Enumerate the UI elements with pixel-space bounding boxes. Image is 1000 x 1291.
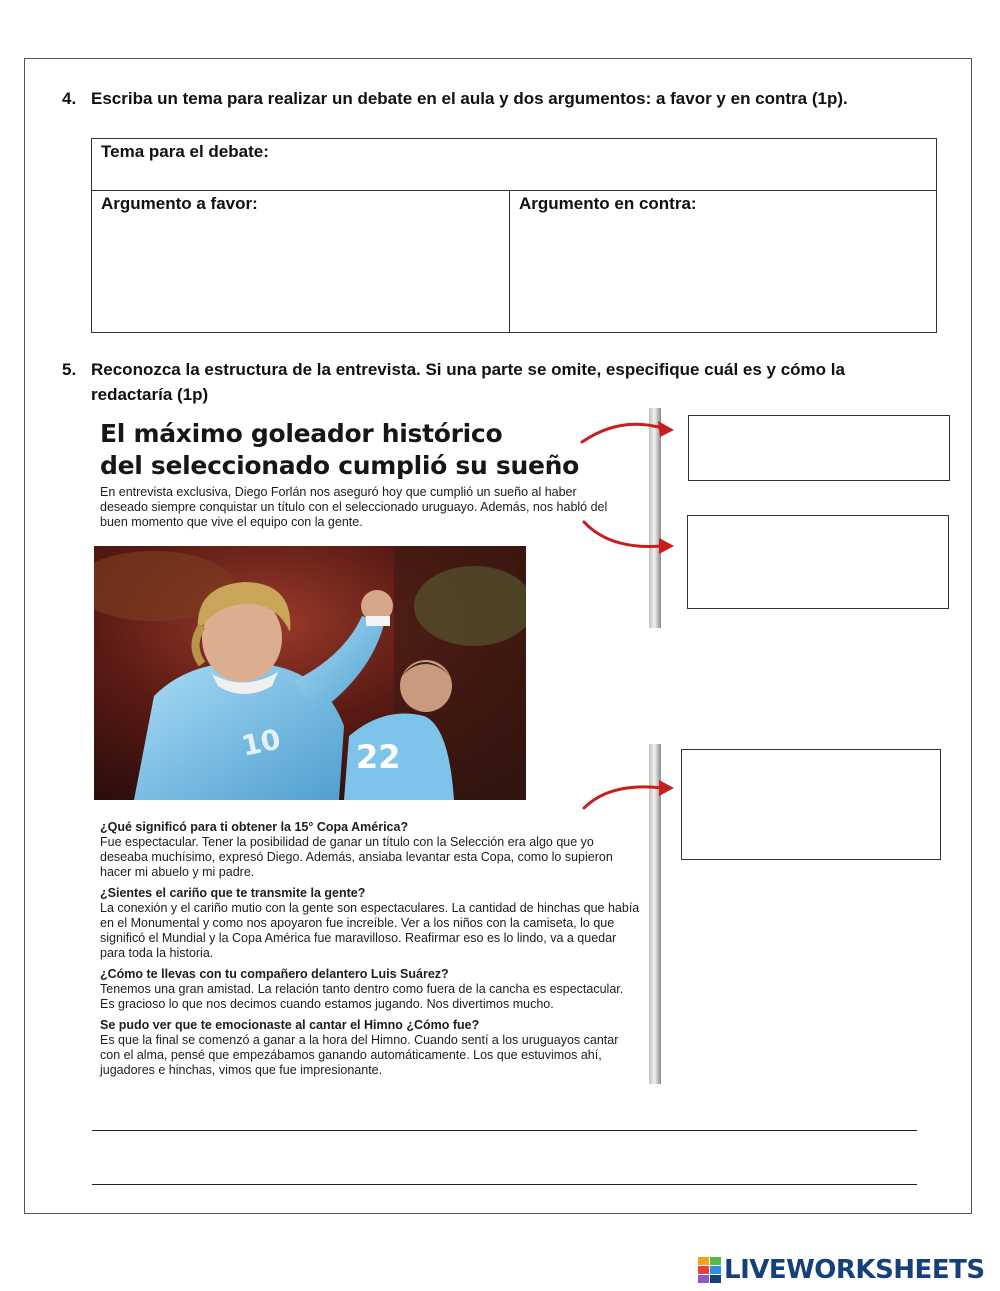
question-number: 4. — [62, 89, 77, 108]
answer-line-1[interactable] — [92, 1130, 917, 1131]
question-prompt-line-1: Reconozca la estructura de la entrevista. Si una parte se omite, especifique cuál es y cómo la — [91, 360, 845, 379]
argument-favor-cell[interactable] — [92, 191, 510, 333]
player-photo-illustration — [94, 546, 526, 800]
interview-answer: Fue espectacular. Tener la posibilidad de ganar un título con la Selección era algo que yo deseaba muchísimo, expresó Diego. Además, ansiaba levantar esta Copa, como lo supieron hacer mi abuelo y mi padre. — [100, 835, 613, 879]
debate-topic-cell[interactable] — [92, 139, 937, 191]
arrow-body — [584, 787, 662, 808]
interview-answer: Es que la final se comenzó a ganar a la hora del Himno. Cuando sentí a los uruguayos cantar con el alma, pensé que empezábamos ganando automáticamente. Los que estuvimos ahí, jugadores e hinchas, vimos que fue impresionante. — [100, 1033, 619, 1077]
headline-line-1: El máximo goleador histórico — [100, 419, 503, 448]
interview-qa — [100, 820, 640, 1078]
question-5 — [62, 357, 967, 409]
jersey-number: 22 — [356, 738, 401, 776]
favor-label: Argumento a favor: — [101, 194, 258, 213]
argument-contra-cell[interactable] — [510, 191, 937, 333]
interview-question: ¿Sientes el cariño que te transmite la gente? — [100, 886, 366, 900]
pointer-arrows — [570, 410, 690, 810]
topic-label: Tema para el debate: — [101, 142, 269, 161]
interview-question: ¿Qué significó para ti obtener la 15° Copa América? — [100, 820, 409, 834]
question-prompt: Escriba un tema para realizar un debate en el aula y dos argumentos: a favor y en contra (1p). — [91, 89, 848, 108]
player-photo — [94, 546, 526, 800]
answer-box-headline[interactable] — [688, 415, 950, 481]
answer-line-2[interactable] — [92, 1184, 917, 1185]
article-headline — [100, 418, 579, 482]
headline-line-2: del seleccionado cumplió su sueño — [100, 451, 579, 480]
answer-box-lead[interactable] — [687, 515, 949, 609]
interview-answer: Tenemos una gran amistad. La relación tanto dentro como fuera de la cancha es espectacular. Es gracioso lo que nos decimos cuando estamos jugando. Nos divertimos mucho. — [100, 982, 624, 1011]
arrow-lead — [584, 522, 662, 547]
interview-question: ¿Cómo te llevas con tu compañero delantero Luis Suárez? — [100, 967, 449, 981]
svg-text:10: 10 — [238, 722, 284, 763]
article-lead: En entrevista exclusiva, Diego Forlán nos aseguró hoy que cumplió un sueño al haber deseado siempre conquistar un título con el seleccionado uruguayo. Además, nos habló del buen momento que vive el equipo con la gente. — [100, 485, 608, 529]
interview-answer: La conexión y el cariño mutio con la gente son espectaculares. La cantidad de hinchas que había en el Monumental y como nos apoyaron fue increíble. Ver a los niños con la camiseta, lo que significó el Mundial y la Copa América fue maravilloso. Reafirmar eso es lo lindo, va a quedar para toda la historia. — [100, 901, 640, 960]
liveworksheets-logo-icon — [698, 1255, 722, 1285]
debate-table — [91, 138, 937, 333]
arrow-head-icon — [658, 421, 674, 437]
arrow-headline — [582, 424, 662, 442]
contra-label: Argumento en contra: — [519, 194, 697, 213]
arrow-head-icon — [659, 780, 674, 796]
brand-name: LIVEWORKSHEETS — [724, 1255, 985, 1285]
question-4 — [62, 86, 962, 111]
question-number: 5. — [62, 360, 77, 379]
question-prompt-line-2: redactaría (1p) — [91, 385, 209, 404]
answer-box-body[interactable] — [681, 749, 941, 860]
arrow-head-icon — [659, 538, 674, 554]
interview-question: Se pudo ver que te emocionaste al cantar el Himno ¿Cómo fue? — [100, 1018, 480, 1032]
